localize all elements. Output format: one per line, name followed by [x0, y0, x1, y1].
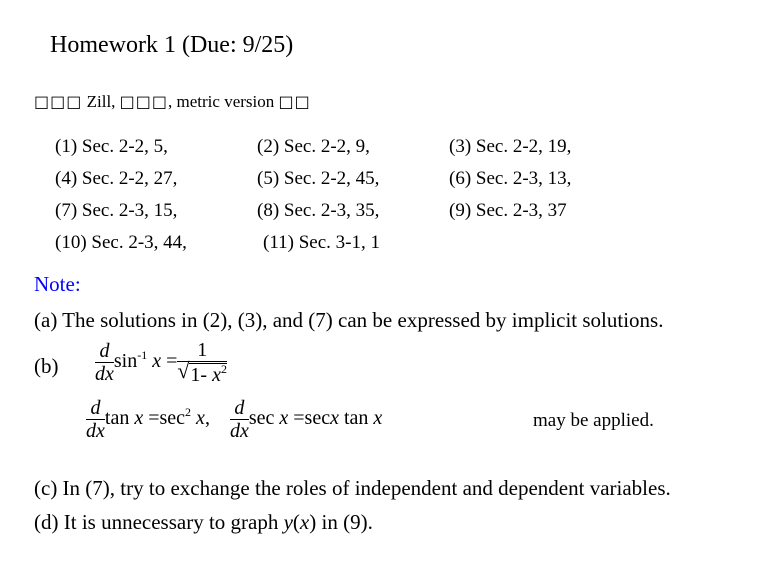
note-c: (c) In (7), try to exchange the roles of independent and dependent variables.: [34, 476, 671, 500]
fraction-d-dx: [86, 398, 105, 441]
fn-tan: tan: [104, 407, 130, 430]
note-d-x: x: [299, 510, 310, 534]
fn-sec: sec: [248, 407, 275, 430]
comma: ,: [204, 407, 210, 430]
problem-item: (4) Sec. 2-2, 27,: [55, 168, 178, 189]
problem-item: (8) Sec. 2-3, 35,: [257, 200, 380, 221]
frac-denominator: dx: [95, 363, 114, 385]
sqrt-radical: √ 1- $x^2$: [177, 358, 227, 386]
note-b-label: (b): [34, 354, 59, 378]
exp-minus-one: -1: [137, 348, 148, 363]
note-label: Note:: [34, 272, 81, 296]
fn-sin: sin: [113, 350, 138, 373]
frac-numerator: d: [86, 398, 105, 420]
formula-arcsin-derivative: [95, 340, 227, 385]
equals-sec: =sec: [293, 407, 331, 430]
frac-numerator-one: 1: [177, 340, 227, 362]
frac-denominator: dx: [229, 420, 249, 442]
textbook-edition: metric version: [176, 92, 275, 111]
frac-denominator: dx: [86, 420, 105, 442]
textbook-glyphs-mid: □□□: [119, 92, 169, 111]
problem-item: (11) Sec. 3-1, 1: [263, 232, 380, 253]
var-x: x: [330, 407, 339, 430]
note-d-prefix: (d) It is unnecessary to graph: [34, 510, 284, 534]
var-x: x: [196, 407, 205, 430]
equals: =: [166, 350, 178, 373]
homework-title: Homework 1 (Due: 9/25): [50, 32, 294, 58]
var-x: x: [134, 407, 144, 430]
textbook-glyphs-suffix: □□: [278, 92, 311, 111]
fraction-one-over-sqrt: [177, 340, 227, 385]
note-a: (a) The solutions in (2), (3), and (7) can be expressed by implicit solutions.: [34, 308, 664, 332]
problem-item: (10) Sec. 2-3, 44,: [55, 232, 187, 253]
textbook-author: Zill,: [86, 92, 116, 111]
exp-two: 2: [185, 405, 192, 420]
equals-sec: =sec: [148, 407, 186, 430]
var-x: x: [279, 407, 289, 430]
radicand: 1-: [190, 364, 208, 386]
frac-numerator: d: [95, 341, 114, 363]
note-d-paren: (: [292, 510, 300, 534]
textbook-sep: ,: [168, 92, 173, 111]
problem-item: (9) Sec. 2-3, 37: [449, 200, 567, 221]
note-d: [34, 510, 373, 535]
fn-tan: tan: [343, 407, 369, 430]
problem-item: (5) Sec. 2-2, 45,: [257, 168, 380, 189]
formula-tan-sec-derivatives: [86, 398, 382, 441]
radicand-exp: 2: [220, 362, 227, 376]
problem-item: (2) Sec. 2-2, 9,: [257, 136, 370, 157]
var-x: x: [373, 407, 383, 430]
textbook-line: [34, 92, 311, 112]
problem-item: (7) Sec. 2-3, 15,: [55, 200, 178, 221]
problem-item: (6) Sec. 2-3, 13,: [449, 168, 572, 189]
note-b-tail: may be applied.: [533, 410, 654, 431]
note-d-suffix: ) in (9).: [309, 510, 373, 534]
var-x: x: [152, 350, 162, 373]
radicand-var: x: [212, 364, 221, 386]
problem-item: (1) Sec. 2-2, 5,: [55, 136, 168, 157]
fraction-d-dx: [230, 398, 249, 441]
frac-numerator: d: [230, 398, 249, 420]
problem-item: (3) Sec. 2-2, 19,: [449, 136, 572, 157]
note-d-y: y: [283, 510, 293, 534]
frac-denominator-sqrt: [177, 358, 227, 386]
textbook-glyphs-prefix: □□□: [34, 92, 83, 111]
fraction-d-dx: [95, 341, 114, 384]
